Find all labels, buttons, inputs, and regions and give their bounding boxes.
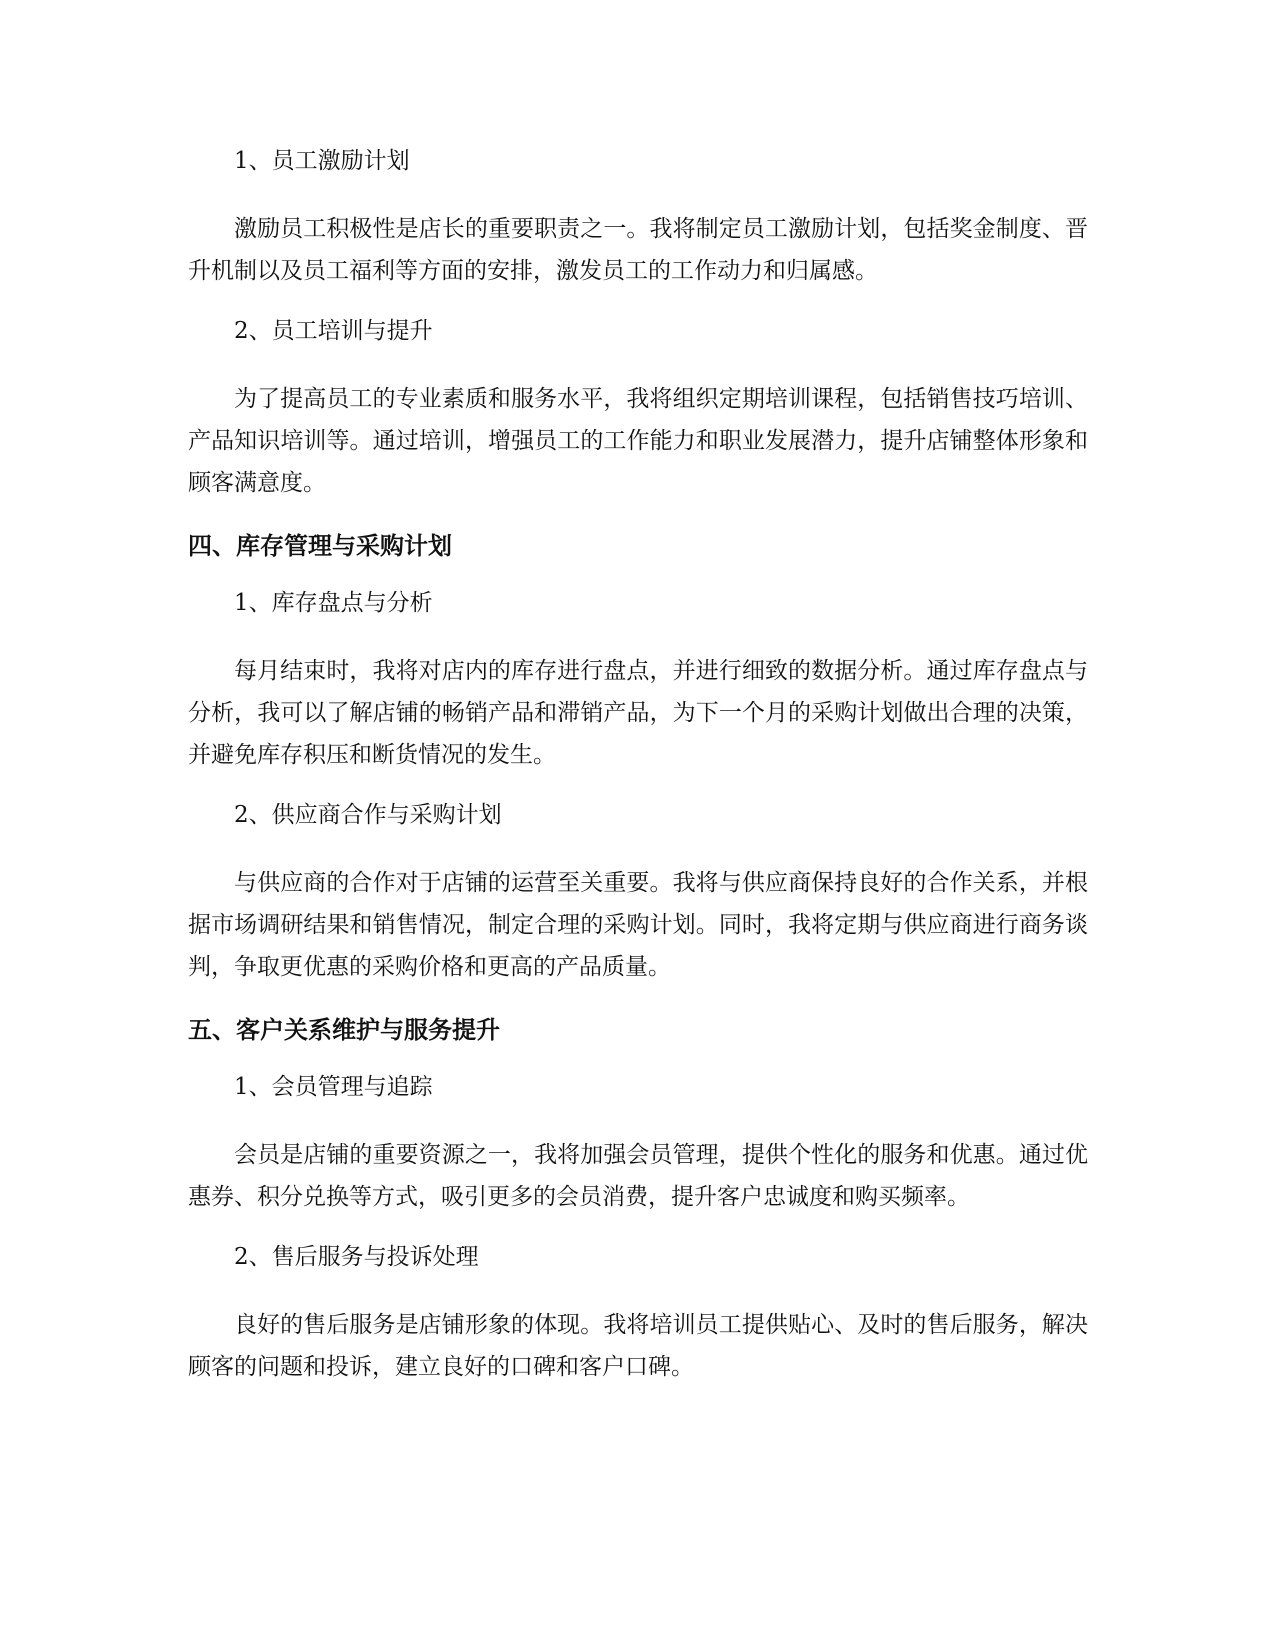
paragraph-supplier-cooperation: 与供应商的合作对于店铺的运营至关重要。我将与供应商保持良好的合作关系，并根据市场调研结果和销售情况，制定合理的采购计划。同时，我将定期与供应商进行商务谈判，争取更优惠的采购价格和更高的产品质量。 [188, 870, 1088, 980]
document-body [188, 144, 1088, 1410]
subheading-after-sales: 2、售后服务与投诉处理 [234, 1244, 479, 1270]
paragraph-employee-incentive: 激励员工积极性是店长的重要职责之一。我将制定员工激励计划，包括奖金制度、晋升机制以及员工福利等方面的安排，激发员工的工作动力和归属感。 [188, 216, 1088, 284]
paragraph-after-sales: 良好的售后服务是店铺形象的体现。我将培训员工提供贴心、及时的售后服务，解决顾客的问题和投诉，建立良好的口碑和客户口碑。 [188, 1312, 1088, 1380]
paragraph-member-management: 会员是店铺的重要资源之一，我将加强会员管理，提供个性化的服务和优惠。通过优惠券、积分兑换等方式，吸引更多的会员消费，提升客户忠诚度和购买频率。 [188, 1142, 1088, 1210]
subheading-employee-incentive: 1、员工激励计划 [234, 148, 410, 174]
subheading-member-management: 1、会员管理与追踪 [234, 1074, 433, 1100]
section-heading-inventory: 四、库存管理与采购计划 [188, 532, 452, 560]
subheading-supplier-cooperation: 2、供应商合作与采购计划 [234, 802, 502, 828]
paragraph-employee-training: 为了提高员工的专业素质和服务水平，我将组织定期培训课程，包括销售技巧培训、产品知识培训等。通过培训，增强员工的工作能力和职业发展潜力，提升店铺整体形象和顾客满意度。 [188, 386, 1088, 496]
subheading-employee-training: 2、员工培训与提升 [234, 318, 433, 344]
paragraph-inventory-check: 每月结束时，我将对店内的库存进行盘点，并进行细致的数据分析。通过库存盘点与分析，我可以了解店铺的畅销产品和滞销产品，为下一个月的采购计划做出合理的决策，并避免库存积压和断货情况的发生。 [188, 658, 1088, 768]
section-heading-customer-relations: 五、客户关系维护与服务提升 [188, 1016, 500, 1044]
subheading-inventory-check: 1、库存盘点与分析 [234, 590, 433, 616]
